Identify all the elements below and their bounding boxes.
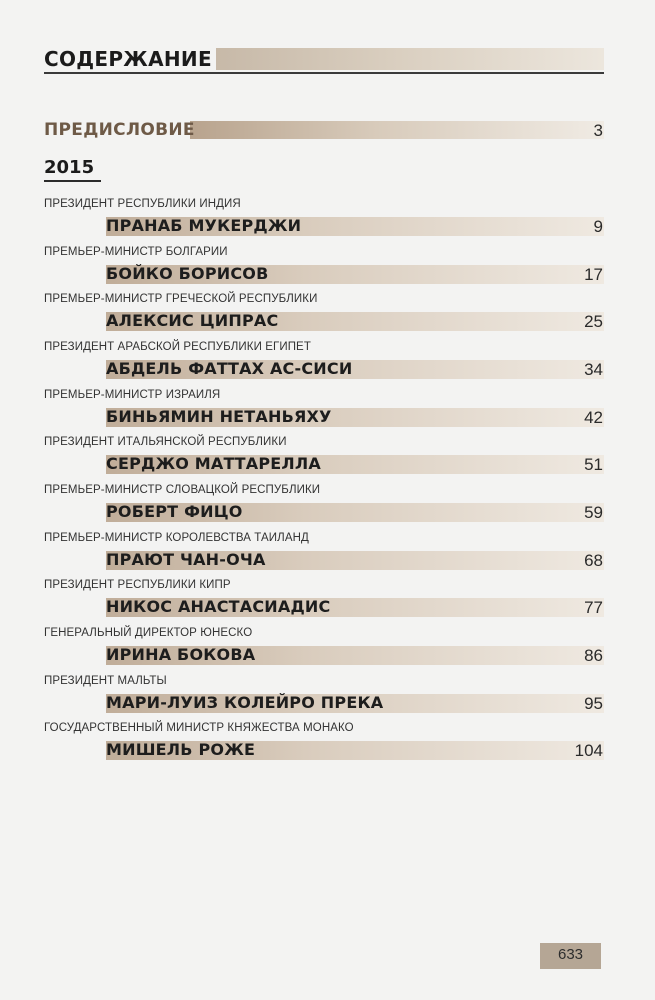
entry-name: ПРАЮТ ЧАН-ОЧА bbox=[106, 550, 266, 569]
entry-name: ПРАНАБ МУКЕРДЖИ bbox=[106, 216, 302, 235]
preface-label: ПРЕДИСЛОВИЕ bbox=[44, 120, 195, 140]
toc-entry bbox=[0, 722, 655, 768]
toc-entry bbox=[0, 484, 655, 530]
toc-entry bbox=[0, 246, 655, 292]
entry-page-number: 42 bbox=[584, 408, 603, 427]
title-bar bbox=[216, 48, 604, 70]
entry-position: ГЕНЕРАЛЬНЫЙ ДИРЕКТОР ЮНЕСКО bbox=[44, 627, 253, 639]
page-title: СОДЕРЖАНИЕ bbox=[44, 47, 212, 71]
entry-position: ПРЕЗИДЕНТ АРАБСКОЙ РЕСПУБЛИКИ ЕГИПЕТ bbox=[44, 341, 311, 353]
entry-position: ПРЕЗИДЕНТ РЕСПУБЛИКИ ИНДИЯ bbox=[44, 198, 241, 210]
toc-entry bbox=[0, 627, 655, 673]
toc-entry bbox=[0, 675, 655, 721]
entry-page-number: 34 bbox=[584, 360, 603, 379]
entry-position: ПРЕМЬЕР-МИНИСТР ГРЕЧЕСКОЙ РЕСПУБЛИКИ bbox=[44, 293, 318, 305]
entry-page-number: 51 bbox=[584, 455, 603, 474]
preface-bar bbox=[190, 121, 604, 139]
entry-page-number: 9 bbox=[593, 217, 603, 236]
entry-name: РОБЕРТ ФИЦО bbox=[106, 502, 243, 521]
toc-entry bbox=[0, 389, 655, 435]
toc-entry bbox=[0, 436, 655, 482]
entry-name: АЛЕКСИС ЦИПРАС bbox=[106, 311, 279, 330]
entry-position: ПРЕМЬЕР-МИНИСТР ИЗРАИЛЯ bbox=[44, 389, 221, 401]
entry-position: ПРЕМЬЕР-МИНИСТР БОЛГАРИИ bbox=[44, 246, 228, 258]
entry-position: ПРЕЗИДЕНТ МАЛЬТЫ bbox=[44, 675, 167, 687]
entry-page-number: 59 bbox=[584, 503, 603, 522]
entry-position: ПРЕМЬЕР-МИНИСТР КОРОЛЕВСТВА ТАИЛАНД bbox=[44, 532, 309, 544]
entry-page-number: 17 bbox=[584, 265, 603, 284]
entry-page-number: 86 bbox=[584, 646, 603, 665]
entry-name: БОЙКО БОРИСОВ bbox=[106, 264, 269, 283]
year-heading: 2015 bbox=[44, 157, 95, 178]
toc-entry bbox=[0, 293, 655, 339]
toc-entry bbox=[0, 579, 655, 625]
entry-name: ИРИНА БОКОВА bbox=[106, 645, 256, 664]
entry-name: МАРИ-ЛУИЗ КОЛЕЙРО ПРЕКА bbox=[106, 693, 384, 712]
year-rule bbox=[44, 180, 101, 182]
entry-position: ГОСУДАРСТВЕННЫЙ МИНИСТР КНЯЖЕСТВА МОНАКО bbox=[44, 722, 354, 734]
entry-page-number: 25 bbox=[584, 312, 603, 331]
entry-name: БИНЬЯМИН НЕТАНЬЯХУ bbox=[106, 407, 332, 426]
entry-page-number: 95 bbox=[584, 694, 603, 713]
entry-name: АБДЕЛЬ ФАТТАХ АС-СИСИ bbox=[106, 359, 353, 378]
entry-position: ПРЕМЬЕР-МИНИСТР СЛОВАЦКОЙ РЕСПУБЛИКИ bbox=[44, 484, 321, 496]
folio-page-number: 633 bbox=[557, 946, 584, 963]
toc-entry bbox=[0, 198, 655, 244]
toc-entry bbox=[0, 532, 655, 578]
entry-position: ПРЕЗИДЕНТ ИТАЛЬЯНСКОЙ РЕСПУБЛИКИ bbox=[44, 436, 287, 448]
entry-position: ПРЕЗИДЕНТ РЕСПУБЛИКИ КИПР bbox=[44, 579, 231, 591]
entry-name: СЕРДЖО МАТТАРЕЛЛА bbox=[106, 454, 321, 473]
entry-page-number: 104 bbox=[574, 741, 603, 760]
toc-entry bbox=[0, 341, 655, 387]
entry-page-number: 77 bbox=[584, 598, 603, 617]
title-rule bbox=[44, 72, 604, 74]
entry-name: МИШЕЛЬ РОЖЕ bbox=[106, 740, 256, 759]
entry-page-number: 68 bbox=[584, 551, 603, 570]
preface-page-number: 3 bbox=[593, 121, 603, 140]
entry-name: НИКОС АНАСТАСИАДИС bbox=[106, 597, 331, 616]
